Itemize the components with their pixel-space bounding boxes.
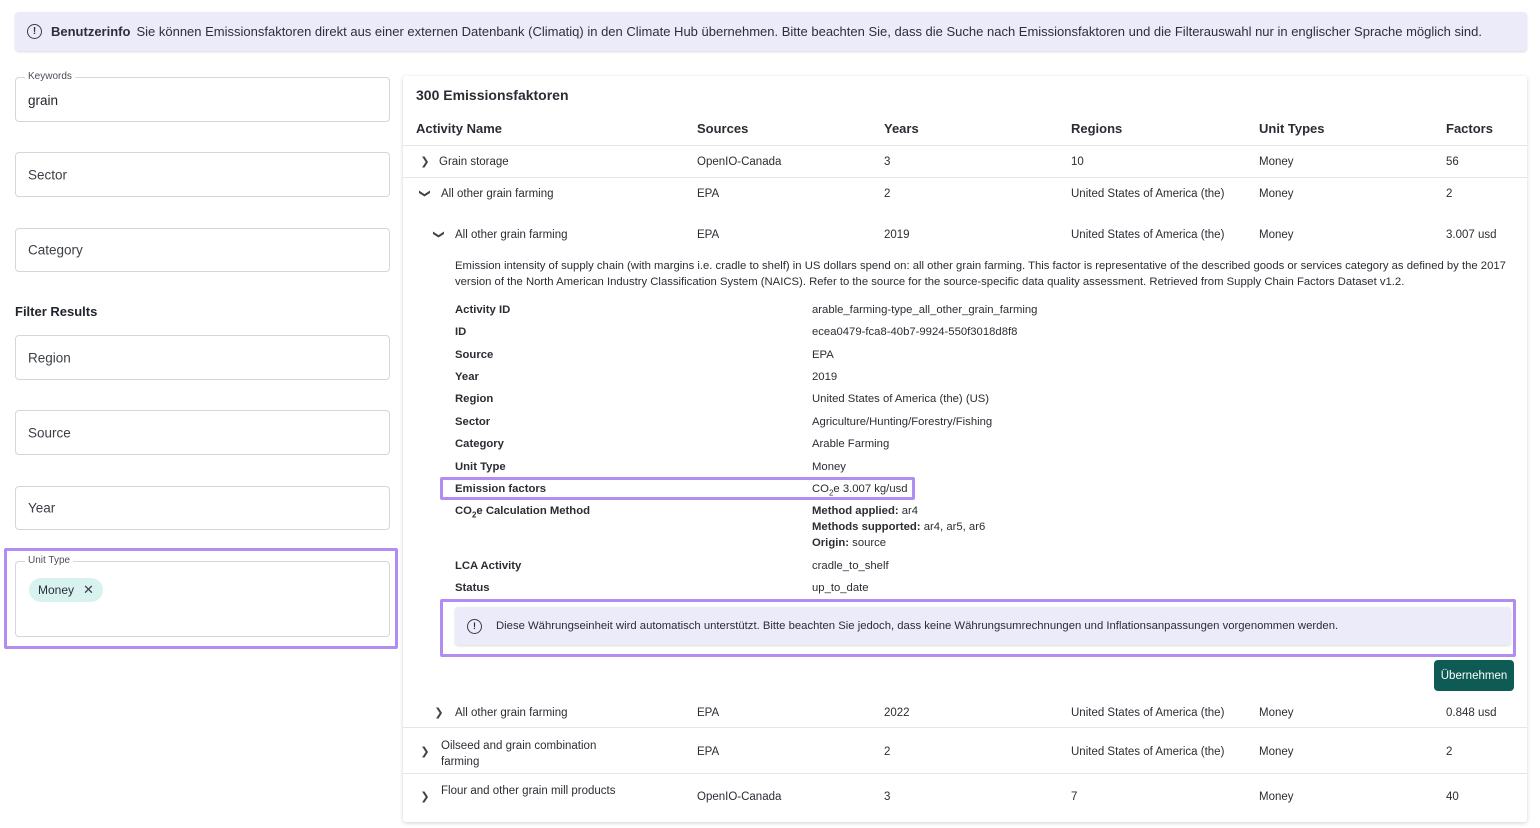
row-years: 3 <box>884 791 891 803</box>
category-select[interactable] <box>15 228 390 272</box>
factor-description: Emission intensity of supply chain (with margins i.e. cradle to shelf) in US dollars spend on: all other grain farming. This factor is representative of the described goods or services category as defined by the 2017 version of the North American Industry Classification System (NAICS). Refer to the source for the source-specific data quality assessment. Retrieved from Supply Chain Factors Dataset v1.2. <box>455 260 1506 288</box>
detail-unit-type-label: Unit Type <box>455 461 506 473</box>
banner-title: Benutzerinfo <box>51 24 131 39</box>
info-banner <box>15 12 1527 51</box>
year-placeholder: Year <box>28 500 56 516</box>
info-icon: ! <box>27 24 42 39</box>
currency-alert <box>455 607 1511 645</box>
row-unit-type: Money <box>1259 791 1294 803</box>
subrow-source: EPA <box>697 229 720 241</box>
detail-lca: cradle_to_shelf <box>812 560 889 572</box>
detail-year: 2019 <box>812 371 838 383</box>
subrow-source: EPA <box>697 707 720 719</box>
expand-chevron-right-icon[interactable]: ❯ <box>420 156 430 168</box>
row-factors: 40 <box>1446 791 1459 803</box>
row-years: 3 <box>884 156 891 168</box>
row-source: EPA <box>697 188 720 200</box>
row-activity-name: Oilseed and grain combination farming <box>441 740 597 768</box>
row-regions: United States of America (the) <box>1071 746 1225 758</box>
detail-lca-label: LCA Activity <box>455 560 522 572</box>
detail-sector: Agriculture/Hunting/Forestry/Fishing <box>812 416 993 428</box>
row-divider <box>403 177 1527 178</box>
detail-year-label: Year <box>455 371 479 383</box>
subrow-activity-name: All other grain farming <box>455 229 568 241</box>
row-factors: 56 <box>1446 156 1459 168</box>
unit-type-label: Unit Type <box>25 555 73 566</box>
detail-status: up_to_date <box>812 582 869 594</box>
expand-chevron-right-icon[interactable]: ❯ <box>420 791 430 803</box>
detail-activity-id: arable_farming-type_all_other_grain_farming <box>812 304 1038 316</box>
keywords-value[interactable]: grain <box>28 93 59 108</box>
collapse-chevron-down-icon[interactable]: ❯ <box>418 188 431 199</box>
row-activity-name: Flour and other grain mill products <box>441 785 616 797</box>
detail-category: Arable Farming <box>812 438 890 450</box>
row-unit-type: Money <box>1259 746 1294 758</box>
row-activity-name: Grain storage <box>439 156 509 168</box>
region-select[interactable] <box>15 335 390 380</box>
results-title: 300 Emissionsfaktoren <box>416 87 569 103</box>
detail-calc-method-label: $CO_2e$ Calculation Method <box>455 505 591 520</box>
row-unit-type: Money <box>1259 188 1294 200</box>
unit-type-select[interactable] <box>15 555 390 637</box>
row-source: OpenIO-Canada <box>697 156 782 168</box>
header-divider <box>403 145 1527 146</box>
apply-button[interactable]: Übernehmen <box>1434 660 1514 691</box>
col-factors[interactable]: Factors <box>1446 121 1493 136</box>
subrow-activity-name: All other grain farming <box>455 707 568 719</box>
col-unit-types[interactable]: Unit Types <box>1259 121 1325 136</box>
subrow-region: United States of America (the) <box>1071 707 1225 719</box>
alert-text: Diese Währungseinheit wird automatisch unterstützt. Bitte beachten Sie jedoch, dass keine Währungsumrechnungen und Inflationsanpassungen vorgenommen werden. <box>496 620 1339 632</box>
chip-label: Money <box>38 583 75 597</box>
keywords-input[interactable] <box>15 71 390 122</box>
detail-source: EPA <box>812 349 834 361</box>
year-select[interactable] <box>15 486 390 530</box>
sector-select[interactable] <box>15 152 390 197</box>
chip-remove-icon[interactable]: ✕ <box>83 582 94 597</box>
alert-info-icon: ! <box>467 619 482 634</box>
row-regions: 10 <box>1071 156 1084 168</box>
sector-placeholder: Sector <box>28 167 68 182</box>
row-regions: United States of America (the) <box>1071 188 1225 200</box>
row-source: EPA <box>697 746 720 758</box>
detail-category-label: Category <box>455 438 504 450</box>
detail-status-label: Status <box>455 582 490 594</box>
subrow-year: 2022 <box>884 707 910 719</box>
detail-method-applied: Method applied: ar4 <box>812 505 919 517</box>
detail-emission-factor-value: $CO_2e$ 3.007 kg/usd <box>812 483 908 498</box>
row-activity-name: All other grain farming <box>441 188 554 200</box>
subrow-expand-chevron-right-icon[interactable]: ❯ <box>434 707 444 719</box>
row-years: 2 <box>884 746 891 758</box>
subrow-factor: 3.007 usd <box>1446 229 1497 241</box>
detail-activity-id-label: Activity ID <box>455 304 511 316</box>
detail-methods-supported: Methods supported: ar4, ar5, ar6 <box>812 521 986 533</box>
detail-source-label: Source <box>455 349 494 361</box>
row-divider <box>403 727 1527 728</box>
source-placeholder: Source <box>28 425 71 440</box>
row-factors: 2 <box>1446 188 1453 200</box>
subrow-unit-type: Money <box>1259 707 1294 719</box>
detail-id-label: ID <box>455 326 467 338</box>
filter-results-title: Filter Results <box>15 304 98 319</box>
row-source: OpenIO-Canada <box>697 791 782 803</box>
row-unit-type: Money <box>1259 156 1294 168</box>
subrow-unit-type: Money <box>1259 229 1294 241</box>
source-select[interactable] <box>15 410 390 455</box>
subrow-region: United States of America (the) <box>1071 229 1225 241</box>
subrow-year: 2019 <box>884 229 910 241</box>
row-years: 2 <box>884 188 891 200</box>
region-placeholder: Region <box>28 350 71 365</box>
expand-chevron-right-icon[interactable]: ❯ <box>420 746 430 758</box>
row-divider <box>403 773 1527 774</box>
col-sources[interactable]: Sources <box>697 121 749 136</box>
row-factors: 2 <box>1446 746 1453 758</box>
detail-region: United States of America (the) (US) <box>812 393 990 405</box>
detail-region-label: Region <box>455 393 494 405</box>
col-activity-name[interactable]: Activity Name <box>416 121 502 136</box>
results-panel <box>403 76 1527 822</box>
subrow-factor: 0.848 usd <box>1446 707 1497 719</box>
detail-emission-factors-label: Emission factors <box>455 483 547 495</box>
detail-id: ecea0479-fca8-40b7-9924-550f3018d8f8 <box>812 326 1018 338</box>
keywords-label: Keywords <box>25 71 75 82</box>
col-years[interactable]: Years <box>884 121 919 136</box>
detail-origin: Origin: source <box>812 537 887 549</box>
row-regions: 7 <box>1071 791 1078 803</box>
subrow-collapse-chevron-down-icon[interactable]: ❯ <box>432 229 445 240</box>
category-placeholder: Category <box>28 242 83 258</box>
banner-text: Sie können Emissionsfaktoren direkt aus einer externen Datenbank (Climatiq) in den Climate Hub übernehmen. Bitte beachten Sie, dass die Suche nach Emissionsfaktoren und die Filterauswahl nur in englischer Sprache möglich sind. <box>136 24 1482 39</box>
col-regions[interactable]: Regions <box>1071 121 1123 136</box>
unit-type-chip[interactable] <box>29 578 103 602</box>
detail-unit-type: Money <box>812 461 846 473</box>
detail-sector-label: Sector <box>455 416 491 428</box>
